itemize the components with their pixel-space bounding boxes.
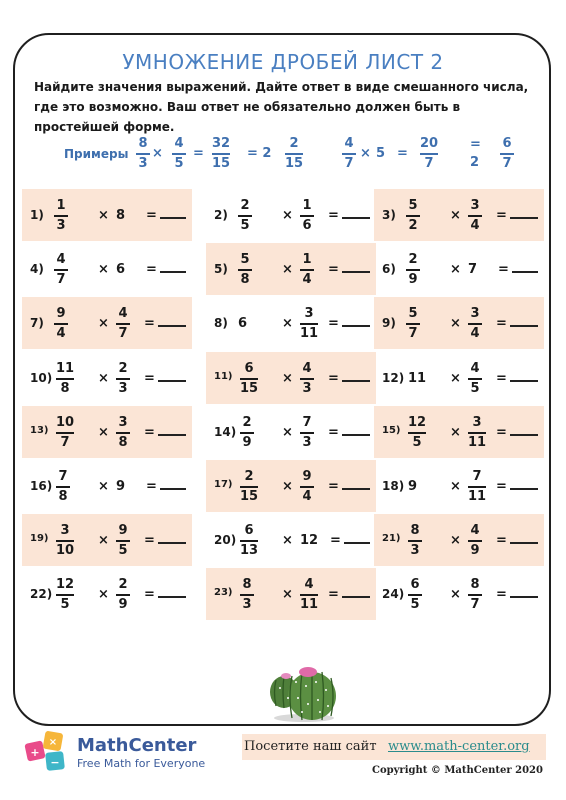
fraction: 2 3 bbox=[116, 361, 130, 397]
problem-number: 13) bbox=[30, 425, 49, 436]
problem-number: 20) bbox=[214, 533, 237, 547]
brand-name: MathCenter bbox=[77, 735, 197, 756]
svg-text:×: × bbox=[48, 737, 58, 748]
equals-sign: = bbox=[328, 262, 339, 277]
problem-number: 6) bbox=[382, 262, 396, 276]
equals-sign: = bbox=[470, 137, 481, 152]
problem-number: 7) bbox=[30, 316, 44, 330]
fraction: 2 15 bbox=[240, 469, 259, 504]
brand-tagline: Free Math for Everyone bbox=[77, 757, 206, 770]
answer-line[interactable] bbox=[342, 488, 370, 490]
example-mixed-whole: 2 bbox=[470, 155, 480, 170]
equals-sign: = bbox=[496, 587, 507, 602]
times-sign: × bbox=[450, 533, 461, 548]
problem-number: 19) bbox=[30, 533, 49, 544]
fraction: 8 3 bbox=[408, 523, 422, 559]
equals-sign: = bbox=[144, 425, 155, 440]
fraction: 3 4 bbox=[468, 306, 482, 342]
equals-sign: = bbox=[144, 316, 155, 331]
equals-sign: = bbox=[330, 533, 341, 548]
fraction: 7 3 bbox=[300, 415, 314, 451]
fraction: 5 7 bbox=[406, 306, 420, 342]
fraction: 5 8 bbox=[238, 252, 252, 288]
fraction: 1 3 bbox=[54, 198, 68, 234]
equals-sign: = bbox=[397, 146, 408, 161]
equals-sign: = bbox=[498, 262, 509, 277]
fraction: 7 11 bbox=[468, 469, 487, 504]
times-sign: × bbox=[282, 587, 293, 602]
cactus-illustration bbox=[268, 664, 340, 722]
equals-sign: = bbox=[193, 146, 204, 161]
whole-number: 11 bbox=[408, 371, 427, 386]
problem-number: 21) bbox=[382, 533, 401, 544]
fraction: 3 11 bbox=[468, 415, 487, 450]
equals-sign: = bbox=[146, 208, 157, 223]
equals-sign: = bbox=[328, 316, 339, 331]
equals-sign: = bbox=[496, 316, 507, 331]
fraction: 8 3 bbox=[240, 577, 254, 613]
equals-sign: = bbox=[496, 371, 507, 386]
fraction: 4 11 bbox=[300, 577, 319, 612]
example-whole: 5 bbox=[376, 146, 386, 161]
fraction: 12 5 bbox=[408, 415, 427, 450]
times-sign: × bbox=[282, 208, 293, 223]
page-title: УМНОЖЕНИЕ ДРОБЕЙ ЛИСТ 2 bbox=[122, 50, 444, 74]
example-fraction: 8 3 bbox=[136, 136, 150, 172]
fraction: 7 8 bbox=[56, 469, 70, 505]
whole-number: 8 bbox=[116, 208, 126, 223]
fraction: 1 6 bbox=[300, 198, 314, 234]
times-sign: × bbox=[152, 146, 163, 161]
equals-sign: = bbox=[328, 479, 339, 494]
answer-line[interactable] bbox=[342, 596, 370, 598]
fraction: 4 7 bbox=[116, 306, 130, 342]
answer-line[interactable] bbox=[160, 271, 186, 273]
problem-number: 10) bbox=[30, 371, 53, 385]
times-sign: × bbox=[282, 479, 293, 494]
times-sign: × bbox=[450, 371, 461, 386]
example-fraction: 6 7 bbox=[500, 136, 514, 172]
problem-number: 17) bbox=[214, 479, 233, 490]
times-sign: × bbox=[282, 425, 293, 440]
equals-sign: = bbox=[328, 208, 339, 223]
times-sign: × bbox=[282, 533, 293, 548]
problem-number: 16) bbox=[30, 479, 53, 493]
example-fraction: 32 15 bbox=[212, 136, 231, 171]
times-sign: × bbox=[360, 146, 371, 161]
times-sign: × bbox=[450, 587, 461, 602]
times-sign: × bbox=[282, 316, 293, 331]
fraction: 1 4 bbox=[300, 252, 314, 288]
fraction: 9 4 bbox=[54, 306, 68, 342]
whole-number: 12 bbox=[300, 533, 319, 548]
problem-number: 3) bbox=[382, 208, 396, 222]
answer-line[interactable] bbox=[158, 380, 186, 382]
equals-sign: = bbox=[328, 371, 339, 386]
answer-line[interactable] bbox=[342, 434, 370, 436]
times-sign: × bbox=[450, 425, 461, 440]
problem-number: 15) bbox=[382, 425, 401, 436]
whole-number: 9 bbox=[116, 479, 126, 494]
times-sign: × bbox=[450, 262, 461, 277]
svg-text:+: + bbox=[30, 746, 40, 759]
problem-number: 4) bbox=[30, 262, 44, 276]
fraction: 12 5 bbox=[56, 577, 75, 612]
example-fraction: 4 7 bbox=[342, 136, 356, 172]
whole-number: 6 bbox=[116, 262, 126, 277]
equals-sign: = bbox=[496, 208, 507, 223]
fraction: 3 11 bbox=[300, 306, 319, 341]
whole-number: 7 bbox=[468, 262, 478, 277]
problem-number: 18) bbox=[382, 479, 405, 493]
equals-sign: = bbox=[496, 533, 507, 548]
problem-number: 22) bbox=[30, 587, 53, 601]
equals-sign: = bbox=[144, 587, 155, 602]
fraction: 4 3 bbox=[300, 361, 314, 397]
answer-line[interactable] bbox=[510, 434, 538, 436]
equals-sign: = bbox=[144, 371, 155, 386]
answer-line[interactable] bbox=[342, 380, 370, 382]
fraction: 4 9 bbox=[468, 523, 482, 559]
example-fraction: 4 5 bbox=[172, 136, 186, 172]
example-fraction: 20 7 bbox=[420, 136, 439, 171]
fraction: 11 8 bbox=[56, 361, 75, 396]
fraction: 3 8 bbox=[116, 415, 130, 451]
problem-number: 23) bbox=[214, 587, 233, 598]
answer-line[interactable] bbox=[510, 217, 538, 219]
problem-number: 11) bbox=[214, 371, 233, 382]
times-sign: × bbox=[282, 371, 293, 386]
problem-number: 12) bbox=[382, 371, 405, 385]
answer-line[interactable] bbox=[158, 434, 186, 436]
examples-label: Примеры bbox=[64, 147, 129, 161]
fraction: 3 10 bbox=[56, 523, 75, 558]
answer-line[interactable] bbox=[158, 596, 186, 598]
fraction: 10 7 bbox=[56, 415, 75, 450]
problem-number: 1) bbox=[30, 208, 44, 222]
answer-line[interactable] bbox=[510, 488, 538, 490]
answer-line[interactable] bbox=[510, 542, 538, 544]
times-sign: × bbox=[98, 262, 109, 277]
problem-number: 24) bbox=[382, 587, 405, 601]
times-sign: × bbox=[450, 479, 461, 494]
equals-sign: = bbox=[328, 425, 339, 440]
whole-number: 9 bbox=[408, 479, 418, 494]
fraction: 6 5 bbox=[408, 577, 422, 613]
answer-line[interactable] bbox=[512, 271, 538, 273]
equals-sign: = bbox=[496, 479, 507, 494]
example-mixed-whole: = 2 bbox=[247, 146, 272, 161]
fraction: 9 5 bbox=[116, 523, 130, 559]
times-sign: × bbox=[98, 425, 109, 440]
fraction: 6 13 bbox=[240, 523, 259, 558]
fraction: 4 5 bbox=[468, 361, 482, 397]
answer-line[interactable] bbox=[510, 380, 538, 382]
svg-text:−: − bbox=[50, 756, 60, 769]
answer-line[interactable] bbox=[342, 271, 370, 273]
times-sign: × bbox=[98, 587, 109, 602]
equals-sign: = bbox=[146, 262, 157, 277]
fraction: 3 4 bbox=[468, 198, 482, 234]
answer-line[interactable] bbox=[160, 488, 186, 490]
times-sign: × bbox=[282, 262, 293, 277]
times-sign: × bbox=[98, 208, 109, 223]
equals-sign: = bbox=[144, 533, 155, 548]
times-sign: × bbox=[98, 371, 109, 386]
problem-number: 2) bbox=[214, 208, 228, 222]
example-fraction: 2 15 bbox=[285, 136, 304, 171]
answer-line[interactable] bbox=[342, 217, 370, 219]
fraction: 5 2 bbox=[406, 198, 420, 234]
instructions: Найдите значения выражений. Дайте ответ в виде смешанного числа, где это возможно. Ваш ответ не обязательно должен быть в простейшей форме. bbox=[34, 80, 529, 134]
fraction: 6 15 bbox=[240, 361, 259, 396]
times-sign: × bbox=[98, 479, 109, 494]
problem-number: 9) bbox=[382, 316, 396, 330]
times-sign: × bbox=[98, 316, 109, 331]
answer-line[interactable] bbox=[510, 596, 538, 598]
fraction: 2 9 bbox=[240, 415, 254, 451]
answer-line[interactable] bbox=[344, 542, 370, 544]
fraction: 8 7 bbox=[468, 577, 482, 613]
equals-sign: = bbox=[146, 479, 157, 494]
times-sign: × bbox=[450, 208, 461, 223]
problem-number: 5) bbox=[214, 262, 228, 276]
fraction: 2 9 bbox=[116, 577, 130, 613]
fraction: 9 4 bbox=[300, 469, 314, 505]
answer-line[interactable] bbox=[158, 325, 186, 327]
answer-line[interactable] bbox=[342, 325, 370, 327]
problem-number: 14) bbox=[214, 425, 237, 439]
equals-sign: = bbox=[496, 425, 507, 440]
times-sign: × bbox=[450, 316, 461, 331]
times-sign: × bbox=[98, 533, 109, 548]
answer-line[interactable] bbox=[510, 325, 538, 327]
answer-line[interactable] bbox=[160, 217, 186, 219]
fraction: 2 9 bbox=[406, 252, 420, 288]
visit-text: Посетите наш сайт bbox=[244, 739, 377, 754]
copyright: Copyright © MathCenter 2020 bbox=[372, 765, 543, 776]
answer-line[interactable] bbox=[158, 542, 186, 544]
mathcenter-logo-icon bbox=[22, 728, 74, 774]
fraction: 4 7 bbox=[54, 252, 68, 288]
website-link[interactable]: www.math-center.org bbox=[388, 739, 530, 754]
whole-number: 6 bbox=[238, 316, 248, 331]
fraction: 2 5 bbox=[238, 198, 252, 234]
problem-number: 8) bbox=[214, 316, 228, 330]
equals-sign: = bbox=[328, 587, 339, 602]
